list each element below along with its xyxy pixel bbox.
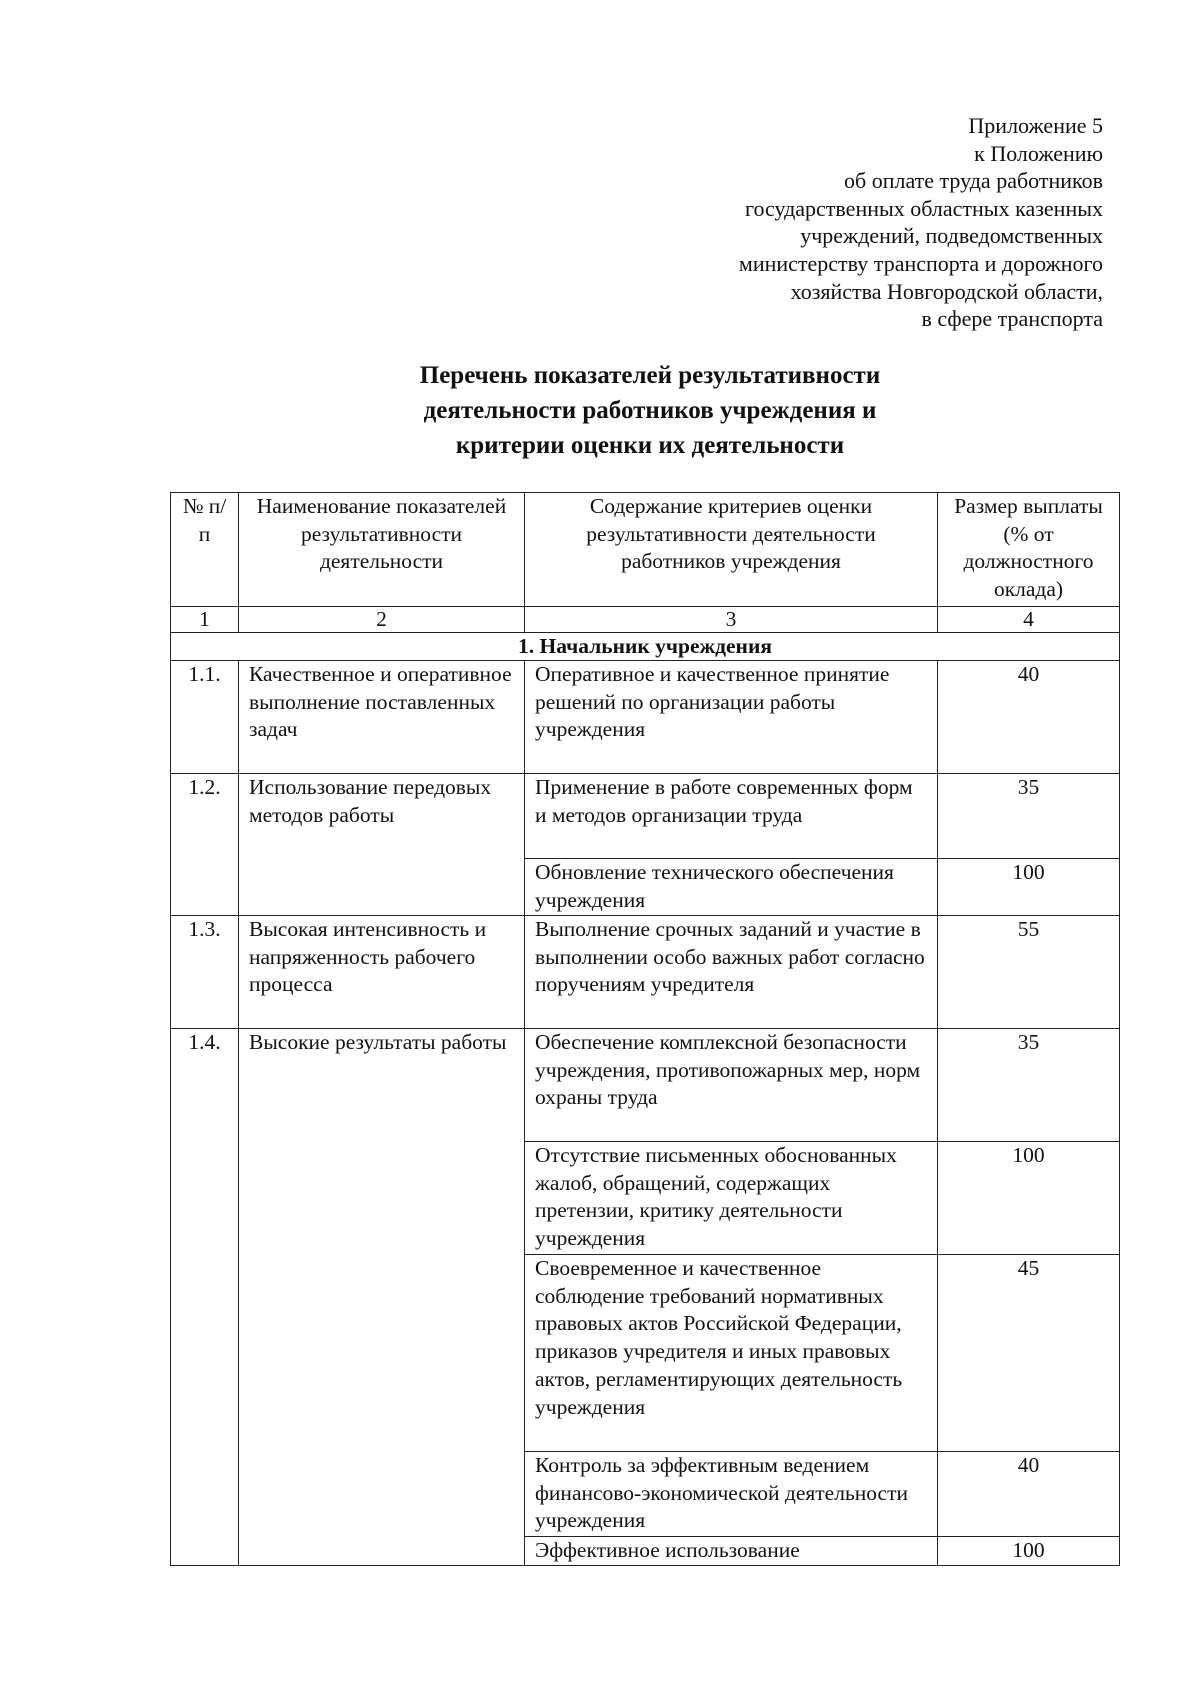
title-line: критерии оценки их деятельности [455, 432, 845, 459]
criteria-text: Обновление технического обеспечения учреждения [525, 859, 938, 916]
title-line: Перечень показателей результативности [419, 362, 881, 389]
payment-value: 35 [938, 774, 1120, 859]
appendix-line: об оплате труда работников [844, 168, 1103, 194]
criteria-text: Оперативное и качественное принятие решений по организации работы учреждения [525, 661, 938, 774]
criteria-text: Отсутствие письменных обоснованных жалоб, обращений, содержащих претензии, критику деятельности учреждения [525, 1142, 938, 1255]
appendix-block [503, 112, 1103, 333]
indicator-name: Использование передовых методов работы [239, 774, 525, 916]
column-numbers-row [171, 607, 1120, 633]
row-number: 1.2. [171, 774, 239, 916]
appendix-line: Приложение 5 [968, 113, 1103, 138]
section-title: 1. Начальник учреждения [171, 633, 1120, 661]
appendix-line: в сфере транспорта [921, 306, 1103, 332]
column-number: 3 [525, 607, 938, 633]
section-row [171, 633, 1120, 661]
payment-value: 100 [938, 1537, 1120, 1566]
title-line: деятельности работников учреждения и [423, 397, 877, 424]
criteria-text: Применение в работе современных форм и методов организации труда [525, 774, 938, 859]
header-number: № п/п [171, 493, 239, 607]
indicator-name: Высокая интенсивность и напряженность рабочего процесса [239, 916, 525, 1029]
appendix-line: хозяйства Новгородской области, [790, 278, 1103, 304]
payment-value: 40 [938, 1452, 1120, 1537]
payment-value: 100 [938, 1142, 1120, 1255]
criteria-text: Эффективное использование [525, 1537, 938, 1566]
payment-value: 55 [938, 916, 1120, 1029]
row-number: 1.3. [171, 916, 239, 1029]
header-payment: Размер выплаты (% от должностного оклада) [938, 493, 1120, 607]
table-row [171, 1029, 1120, 1142]
appendix-line: государственных областных казенных [744, 195, 1103, 221]
row-number: 1.1. [171, 661, 239, 774]
table-row [171, 774, 1120, 859]
payment-value: 40 [938, 661, 1120, 774]
table-row [171, 661, 1120, 774]
header-criteria: Содержание критериев оценки результативности деятельности работников учреждения [525, 493, 938, 607]
criteria-text: Обеспечение комплексной безопасности учреждения, противопожарных мер, норм охраны труда [525, 1029, 938, 1142]
payment-value: 45 [938, 1255, 1120, 1452]
criteria-text: Выполнение срочных заданий и участие в выполнении особо важных работ согласно поручениям учредителя [525, 916, 938, 1029]
criteria-text: Контроль за эффективным ведением финансово-экономической деятельности учреждения [525, 1452, 938, 1537]
criteria-table [170, 492, 1120, 1566]
table-row [171, 916, 1120, 1029]
payment-value: 100 [938, 859, 1120, 916]
table-header-row [171, 493, 1120, 607]
column-number: 2 [239, 607, 525, 633]
column-number: 4 [938, 607, 1120, 633]
row-number: 1.4. [171, 1029, 239, 1566]
payment-value: 35 [938, 1029, 1120, 1142]
header-indicator: Наименование показателей результативности деятельности [239, 493, 525, 607]
appendix-line: министерству транспорта и дорожного [738, 250, 1103, 276]
appendix-line: к Положению [974, 140, 1103, 166]
indicator-name: Качественное и оперативное выполнение поставленных задач [239, 661, 525, 774]
appendix-line: учреждений, подведомственных [800, 223, 1103, 249]
indicator-name: Высокие результаты работы [239, 1029, 525, 1566]
document-title [0, 358, 1200, 463]
criteria-text: Своевременное и качественное соблюдение требований нормативных правовых актов Российской Федерации, приказов учредителя и иных правовых актов, регламентирующих деятельность учреждения [525, 1255, 938, 1452]
column-number: 1 [171, 607, 239, 633]
